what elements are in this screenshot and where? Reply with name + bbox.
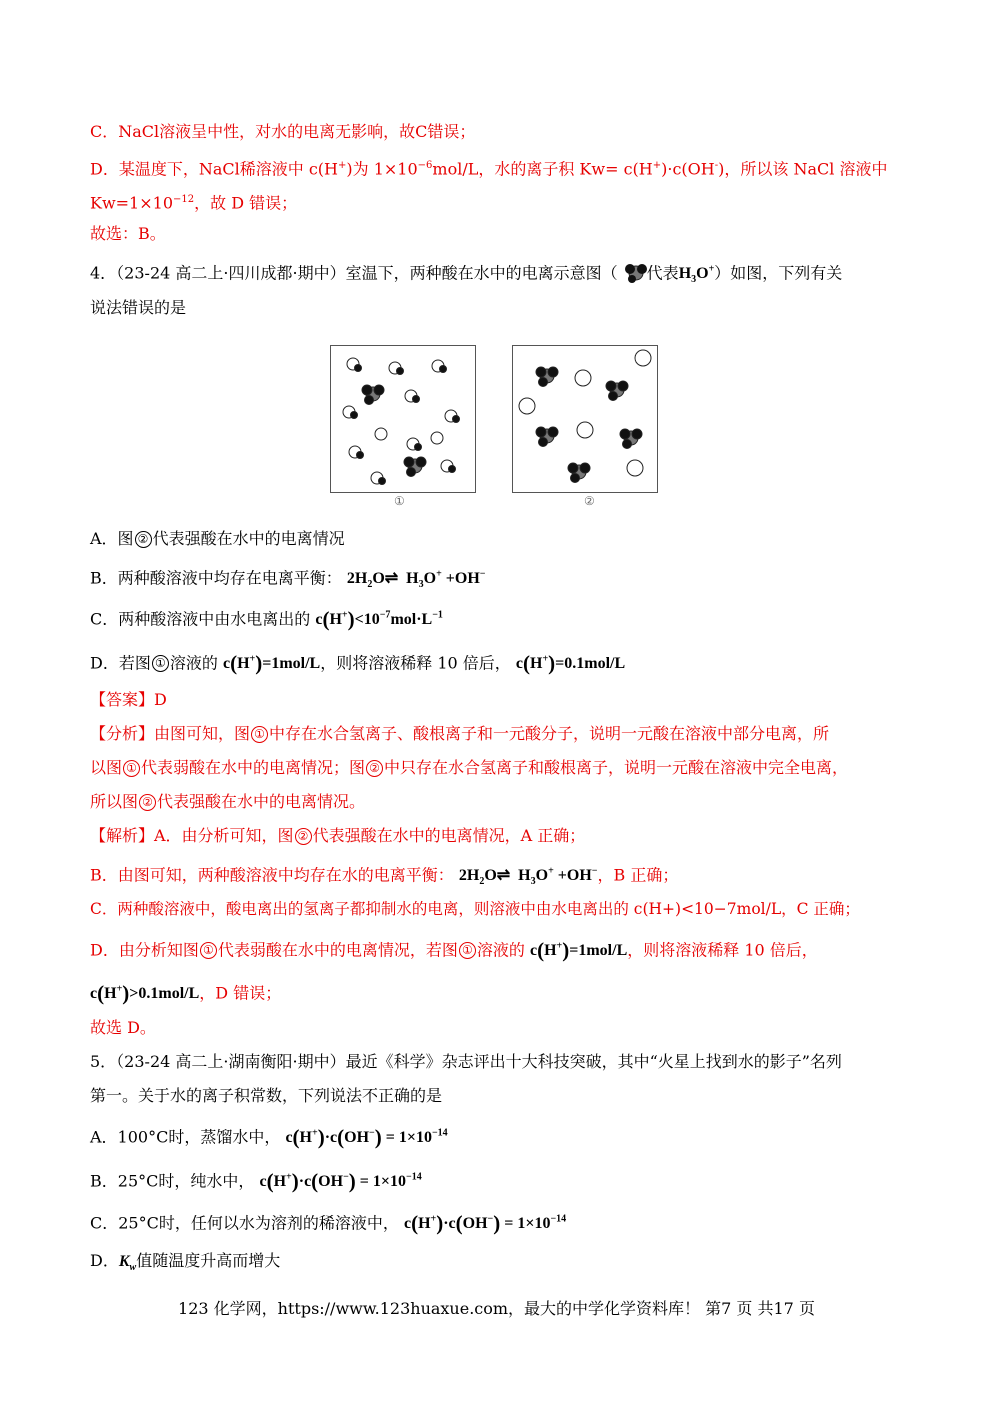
hydronium-ion	[536, 367, 558, 387]
text: 【分析】由图可知，图	[90, 724, 251, 743]
text: 溶液的	[169, 653, 218, 673]
page-footer: 123 化学网，https://www.123huaxue.com，最大的中学化学资料库！ 第7 页 共17 页	[178, 1299, 815, 1318]
q4-explanation-b: B．由图可知，两种酸溶液中均存在水的电离平衡： $2H_2O\rightleftharpoons$ $H_3O^+ +OH^-$，B 正确；	[90, 865, 679, 888]
figure-2-label: ②	[584, 494, 595, 508]
text: 代表	[646, 263, 679, 283]
circled-number: ①	[123, 760, 140, 777]
q5-option-a: A．100°C时，蒸馏水中， $c(H^+)\cdot c(OH^-) = 1\times 10^{-14}$	[90, 1125, 448, 1150]
text: 代表弱酸在水中的电离情况；图	[141, 758, 366, 777]
figure-2-molecules	[513, 346, 657, 492]
text: D．某温度下，NaCl稀溶液中 c(H	[90, 159, 338, 179]
q4-option-c: C．两种酸溶液中由水电离出的 $c(H^+)<10^{-7}mol\cdot L^{-1}$	[90, 607, 443, 632]
q4-explanation-c	[90, 897, 860, 921]
prev-selection	[90, 222, 166, 246]
text: ，D 错误；	[199, 983, 282, 1003]
text: C．25°C时，任何以水为溶剂的稀溶液中，	[90, 1213, 399, 1233]
text: 代表强酸在水中的电离情况	[152, 529, 345, 548]
q4-option-d: D．若图 ① 溶液的 c(H+)=1mol/L，则将溶液稀释 10 倍后， c(H+)=0.1mol/L	[90, 651, 626, 676]
text: ，则将溶液稀释 10 倍后，	[320, 653, 511, 673]
text: ，B 正确；	[597, 865, 679, 885]
prev-option-c	[90, 120, 475, 144]
text: 溶液的	[476, 940, 525, 960]
text: 以图	[90, 758, 123, 777]
text: 4．（23-24 高二上·四川成都·期中）室温下，两种酸在水中的电离示意图（	[90, 263, 618, 283]
anion	[431, 432, 443, 444]
acid-molecule	[349, 446, 364, 459]
anion	[575, 370, 591, 386]
text: 代表弱酸在水中的电离情况，若图	[217, 940, 458, 960]
circled-number: ②	[295, 828, 312, 845]
text: 中存在水合氢离子、酸根离子和一元酸分子，说明一元酸在溶液中部分电离，所	[269, 724, 830, 743]
text: )为 1×10	[346, 159, 418, 179]
prev-option-d-line1: D．某温度下，NaCl稀溶液中 c(H+)为 $1\times 10^{-6}mol/L$，水的离子积 Kw= c(H+)·c(OH-)，所以该 NaCl 溶液中	[90, 159, 888, 179]
circled-number: ②	[135, 531, 152, 548]
hydronium-ion	[620, 429, 642, 449]
text: ）如图，下列有关	[714, 263, 843, 283]
acid-molecule	[371, 472, 386, 485]
hydronium-ion	[568, 463, 590, 483]
text: D．若图	[90, 653, 151, 673]
circled-number: ①	[459, 942, 476, 959]
text: A．100°C时，蒸馏水中，	[90, 1127, 281, 1147]
text: mol/L，水的离子积 Kw= c(H	[432, 159, 653, 179]
figure-1-weak-acid	[330, 345, 476, 493]
text: B．两种酸溶液中均存在电离平衡：	[90, 568, 342, 588]
q4-explanation-d-line1: D．由分析知图 ① 代表弱酸在水中的电离情况，若图 ① 溶液的 c(H+)=1mol/L，则将溶液稀释 10 倍后，	[90, 938, 818, 963]
anion	[635, 350, 651, 366]
q4-explanation-a	[90, 824, 585, 848]
q5-option-b: B．25°C时，纯水中， $c(H^+)\cdot c(OH^-) = 1\times 10^{-14}$	[90, 1169, 422, 1194]
q4-option-a	[90, 527, 345, 551]
text: D．由分析知图	[90, 940, 199, 960]
q4-selection	[90, 1016, 156, 1040]
hydronium-ion	[536, 427, 558, 447]
figure-2-strong-acid	[512, 345, 658, 493]
q4-answer	[90, 688, 167, 712]
text: C．两种酸溶液中由水电离出的	[90, 609, 311, 629]
q4-explanation-d-line2: c(H+)>0.1mol/L，D 错误；	[90, 981, 282, 1006]
text: 【答案】D	[90, 690, 167, 709]
circled-number: ②	[139, 794, 156, 811]
text: 5．（23-24 高二上·湖南衡阳·期中）最近《科学》杂志评出十大科技突破，其中“火星上找到水的影子”名列	[90, 1052, 842, 1071]
text: C．NaCl溶液呈中性，对水的电离无影响，故C错误；	[90, 122, 476, 141]
anion	[519, 398, 535, 414]
acid-molecule	[347, 358, 362, 372]
text: D．	[90, 1251, 119, 1270]
q5-option-d: D．$K_w$值随温度升高而增大	[90, 1251, 281, 1274]
text: ，故 D 错误；	[194, 193, 298, 213]
acid-molecule	[432, 360, 447, 373]
prev-option-d-line2	[90, 188, 297, 215]
text: 故选 D。	[90, 1018, 156, 1037]
text: 值随温度升高而增大	[136, 1251, 281, 1270]
text: Kw=1×10	[90, 193, 173, 213]
text: B．25°C时，纯水中，	[90, 1171, 255, 1191]
text: 代表强酸在水中的电离情况。	[157, 792, 366, 811]
hydronium-ion	[362, 385, 384, 405]
q4-analysis-line1	[90, 722, 829, 746]
acid-molecule	[407, 438, 422, 451]
q4-analysis-line3	[90, 790, 365, 814]
text: ，则将溶液稀释 10 倍后，	[627, 940, 818, 960]
q4-stem-line1: 4．（23-24 高二上·四川成都·期中）室温下，两种酸在水中的电离示意图（ 代表$H_3O^+$）如图，下列有关	[90, 263, 843, 286]
figure-1-label: ①	[394, 494, 405, 508]
anion	[627, 460, 643, 476]
text: 【解析】A．由分析可知，图	[90, 826, 294, 845]
text: 故选：B。	[90, 224, 166, 243]
text: 说法错误的是	[90, 298, 187, 317]
text: 代表强酸在水中的电离情况，A 正确；	[312, 826, 586, 845]
hydronium-ion	[404, 457, 426, 477]
q5-stem-line1	[90, 1050, 842, 1074]
anion	[375, 428, 387, 440]
circled-number: ①	[251, 726, 268, 743]
text: C．两种酸溶液中，酸电离出的氢离子都抑制水的电离，则溶液中由水电离出的 c(H+)<10−7mol/L，C 正确；	[90, 900, 860, 918]
circled-number: ①	[152, 655, 169, 672]
acid-molecule	[405, 390, 420, 403]
circled-number: ①	[200, 942, 217, 959]
text: )，所以该 NaCl 溶液中	[718, 159, 888, 179]
acid-molecule	[441, 460, 456, 473]
hydronium-ion	[606, 381, 628, 401]
text: B．由图可知，两种酸溶液中均存在水的电离平衡：	[90, 865, 454, 885]
acid-molecule	[445, 410, 460, 423]
q5-stem-line2	[90, 1084, 442, 1108]
q5-option-c: C．25°C时，任何以水为溶剂的稀溶液中， $c(H^+)\cdot c(OH^-) = 1\times 10^{-14}$	[90, 1211, 567, 1236]
text: )·c(OH	[661, 159, 715, 179]
figure-1-molecules	[331, 346, 475, 492]
q4-stem-line2	[90, 296, 186, 320]
q4-analysis-line2	[90, 756, 848, 780]
anion	[577, 422, 593, 438]
text: 所以图	[90, 792, 139, 811]
hydronium-icon	[623, 261, 647, 283]
exponent: −6	[417, 160, 433, 171]
q4-option-b: B．两种酸溶液中均存在电离平衡： $2H_2O\rightleftharpoons$ $H_3O^+ +OH^-$	[90, 568, 486, 591]
acid-molecule	[343, 406, 358, 419]
text: A．图	[90, 529, 134, 548]
circled-number: ②	[366, 760, 383, 777]
text: 中只存在水合氢离子和酸根离子，说明一元酸在溶液中完全电离，	[384, 758, 849, 777]
text: 第一。关于水的离子积常数，下列说法不正确的是	[90, 1086, 443, 1105]
acid-molecule	[389, 362, 404, 375]
exponent: −12	[173, 194, 195, 205]
